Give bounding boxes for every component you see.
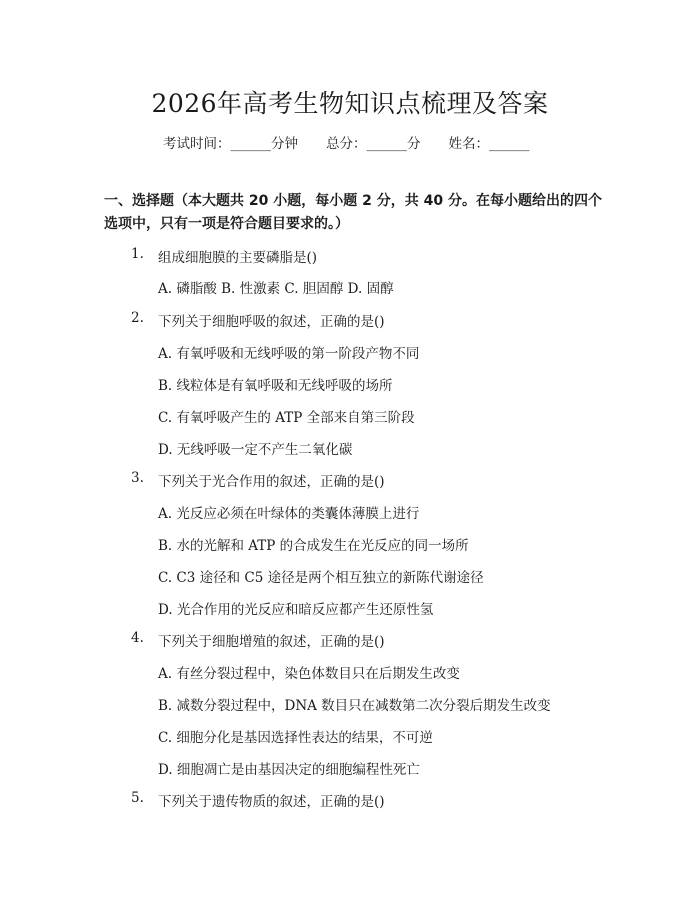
- name-field: 姓名：______: [448, 136, 530, 152]
- question-text: 下列关于光合作用的叙述，正确的是(): [158, 474, 385, 490]
- total-score-field: 总分：______分: [326, 136, 421, 152]
- option-text: D. 细胞凋亡是由基因决定的细胞编程性死亡: [158, 762, 420, 778]
- question-number: 3.: [131, 470, 144, 486]
- option-text: D. 无线呼吸一定不产生二氧化碳: [158, 442, 353, 458]
- question-number: 5.: [131, 790, 144, 806]
- option-text: C. C3 途径和 C5 途径是两个相互独立的新陈代谢途径: [158, 570, 484, 586]
- exam-info-line: [163, 132, 530, 152]
- question-number: 2.: [131, 310, 144, 326]
- question-text: 下列关于细胞增殖的叙述，正确的是(): [158, 634, 385, 650]
- question-number: 4.: [131, 630, 144, 646]
- question-number: 1.: [131, 246, 144, 262]
- page-title: 2026年高考生物知识点梳理及答案: [151, 89, 549, 118]
- exam-time-field: 考试时间：______分钟: [163, 136, 298, 152]
- option-text: A. 有氧呼吸和无线呼吸的第一阶段产物不同: [158, 346, 420, 362]
- question-text: 组成细胞膜的主要磷脂是(): [158, 250, 318, 266]
- option-text: C. 有氧呼吸产生的 ATP 全部来自第三阶段: [158, 410, 415, 426]
- option-list: A. 磷脂酸 B. 性激素 C. 胆固醇 D. 固醇: [158, 281, 394, 297]
- option-text: C. 细胞分化是基因选择性表达的结果，不可逆: [158, 730, 433, 746]
- option-text: A. 有丝分裂过程中，染色体数目只在后期发生改变: [158, 666, 460, 682]
- option-text: B. 水的光解和 ATP 的合成发生在光反应的同一场所: [158, 538, 469, 554]
- section-heading: 一、选择题（本大题共 20 小题，每小题 2 分，共 40 分。在每小题给出的四个选项中，只有一项是符合题目要求的。）: [104, 193, 602, 232]
- option-text: B. 线粒体是有氧呼吸和无线呼吸的场所: [158, 378, 393, 394]
- question-text: 下列关于遗传物质的叙述，正确的是(): [158, 794, 385, 810]
- option-text: D. 光合作用的光反应和暗反应都产生还原性氢: [158, 602, 434, 618]
- option-text: A. 光反应必须在叶绿体的类囊体薄膜上进行: [158, 506, 420, 522]
- option-text: B. 减数分裂过程中，DNA 数目只在减数第二次分裂后期发生改变: [158, 698, 551, 714]
- question-text: 下列关于细胞呼吸的叙述，正确的是(): [158, 314, 385, 330]
